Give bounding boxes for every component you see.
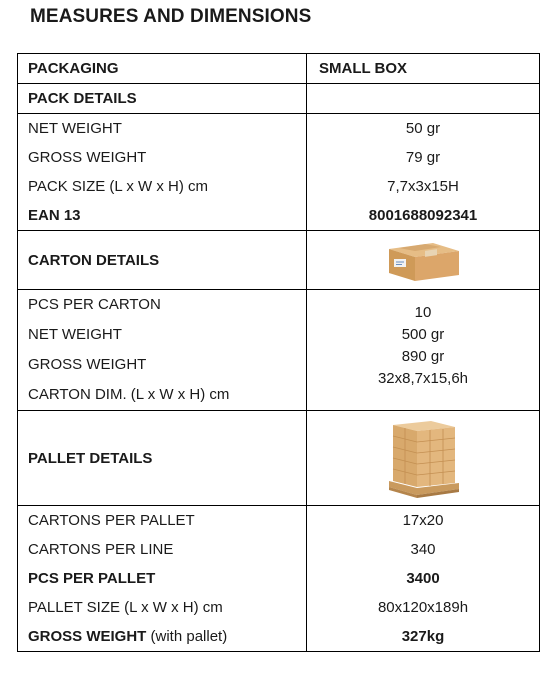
pack-details-label: PACK DETAILS <box>18 84 307 114</box>
row-value: 7,7x3x15H <box>307 172 540 201</box>
carton-details-row <box>18 231 540 290</box>
carton-box-image <box>381 235 465 285</box>
table-row <box>18 535 540 564</box>
table-header-row <box>18 54 540 84</box>
pallet-details-label: PALLET DETAILS <box>18 411 307 506</box>
ean-value: 8001688092341 <box>307 201 540 231</box>
table-row <box>18 143 540 172</box>
gross-weight-value: 327kg <box>307 622 540 652</box>
row-label: CARTONS PER LINE <box>18 535 307 564</box>
pallet-details-row <box>18 411 540 506</box>
row-label: PCS PER CARTON <box>28 296 161 313</box>
row-label: PCS PER PALLET <box>18 564 307 593</box>
carton-details-label: CARTON DETAILS <box>18 231 307 290</box>
gross-weight-label: GROSS WEIGHT <box>28 628 147 645</box>
gross-weight-note: (with pallet) <box>150 628 228 645</box>
row-label: NET WEIGHT <box>28 326 122 343</box>
table-row <box>18 564 540 593</box>
table-row <box>18 593 540 622</box>
packaging-header: PACKAGING <box>18 54 307 84</box>
row-value: 890 gr <box>401 348 445 365</box>
row-label: GROSS WEIGHT <box>18 143 307 172</box>
carton-rows <box>18 290 540 411</box>
pallet-image <box>383 417 463 499</box>
row-label: PACK SIZE (L x W x H) cm <box>18 172 307 201</box>
table-row <box>18 506 540 536</box>
gross-weight-row <box>18 622 540 652</box>
row-value: 32x8,7x15,6h <box>377 370 469 387</box>
row-value: 80x120x189h <box>307 593 540 622</box>
row-label: CARTON DIM. (L x W x H) cm <box>28 386 230 403</box>
dimensions-table <box>17 53 540 652</box>
row-value: 3400 <box>307 564 540 593</box>
table-row <box>18 172 540 201</box>
row-value: 17x20 <box>307 506 540 536</box>
row-value: 500 gr <box>401 326 445 343</box>
row-value: 10 <box>414 304 432 321</box>
row-value: 50 gr <box>307 114 540 144</box>
ean-label: EAN 13 <box>18 201 307 231</box>
table-row <box>18 114 540 144</box>
row-label: PALLET SIZE (L x W x H) cm <box>18 593 307 622</box>
ean-row <box>18 201 540 231</box>
row-label: CARTONS PER PALLET <box>18 506 307 536</box>
row-value: 79 gr <box>307 143 540 172</box>
row-label: GROSS WEIGHT <box>28 356 147 373</box>
pack-details-row <box>18 84 540 114</box>
row-label: NET WEIGHT <box>18 114 307 144</box>
small-box-header: SMALL BOX <box>307 54 540 84</box>
row-value: 340 <box>307 535 540 564</box>
page-title: MEASURES AND DIMENSIONS <box>30 6 312 27</box>
